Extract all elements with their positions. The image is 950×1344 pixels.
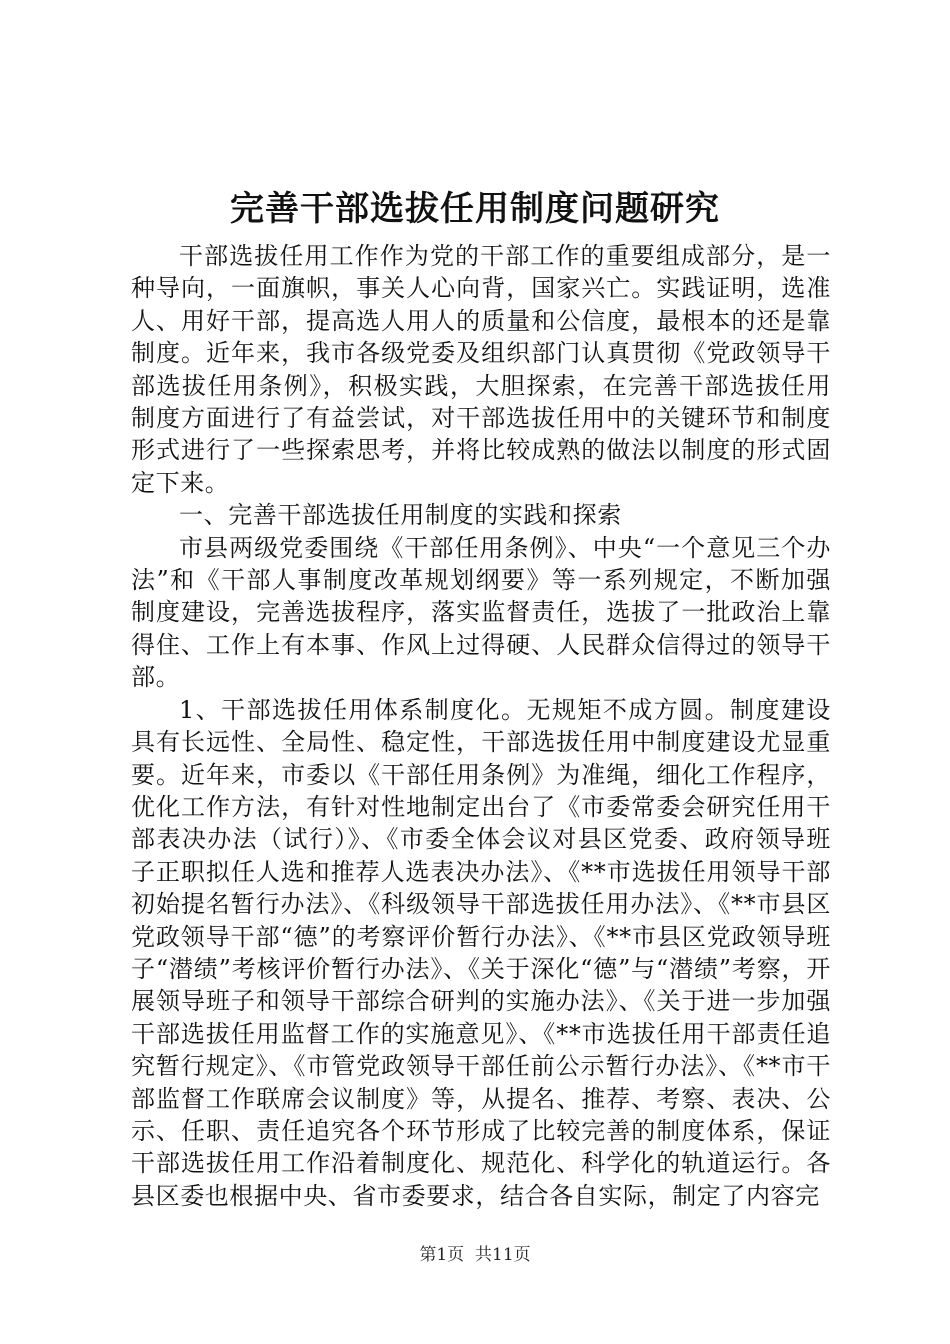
document-body: [131, 240, 831, 1212]
section-heading: 一、完善干部选拔任用制度的实践和探索: [179, 501, 622, 530]
body-paragraph: 1、干部选拔任用体系制度化。无规矩不成方圆。制度建设具有长远性、全局性、稳定性，干部选拔任用中制度建设尤显重要。近年来，市委以《干部任用条例》为准绳，细化工作程序，优化工作方法，有针对性地制定出台了《市委常委会研究任用干部表决办法（试行）》、《市委全体会议对县区党委、政府领导班子正职拟任人选和推荐人选表决办法》、《**市选拔任用领导干部初始提名暂行办法》、《科级领导干部选拔任用办法》、《**市县区党政领导干部“德”的考察评价暂行办法》、《**市县区党政领导班子“潜绩”考核评价暂行办法》、《关于深化“德”与“潜绩”考察，开展领导班子和领导干部综合研判的实施办法》、《关于进一步加强干部选拔任用监督工作的实施意见》、《**市选拔任用干部责任追究暂行规定》、《市管党政领导干部任前公示暂行办法》、《**市干部监督工作联席会议制度》等，从提名、推荐、考察、表决、公示、任职、责任追究各个环节形成了比较完善的制度体系，保证干部选拔任用工作沿着制度化、规范化、科学化的轨道运行。各县区委也根据中央、省市委要求，结合各自实际，制定了内容完: [131, 695, 831, 1210]
page-footer: [0, 1243, 950, 1267]
document-title: 完善干部选拔任用制度问题研究: [230, 189, 720, 229]
intro-paragraph: 干部选拔任用工作作为党的干部工作的重要组成部分，是一种导向，一面旗帜，事关人心向背，国家兴亡。实践证明，选准人、用好干部，提高选人用人的质量和公信度，最根本的还是靠制度。近年来，我市各级党委及组织部门认真贯彻《党政领导干部选拔任用条例》，积极实践，大胆探索，在完善干部选拔任用制度方面进行了有益尝试，对干部选拔任用中的关键环节和制度形式进行了一些探索思考，并将比较成熟的做法以制度的形式固定下来。: [131, 242, 831, 497]
page-number: 第1页: [419, 1245, 465, 1265]
page-total: 共11页: [475, 1245, 531, 1265]
body-paragraph: 市县两级党委围绕《干部任用条例》、中央“一个意见三个办法”和《干部人事制度改革规划纲要》等一系列规定，不断加强制度建设，完善选拔程序，落实监督责任，选拔了一批政治上靠得住、工作上有本事、作风上过得硬、人民群众信得过的领导干部。: [131, 533, 831, 692]
